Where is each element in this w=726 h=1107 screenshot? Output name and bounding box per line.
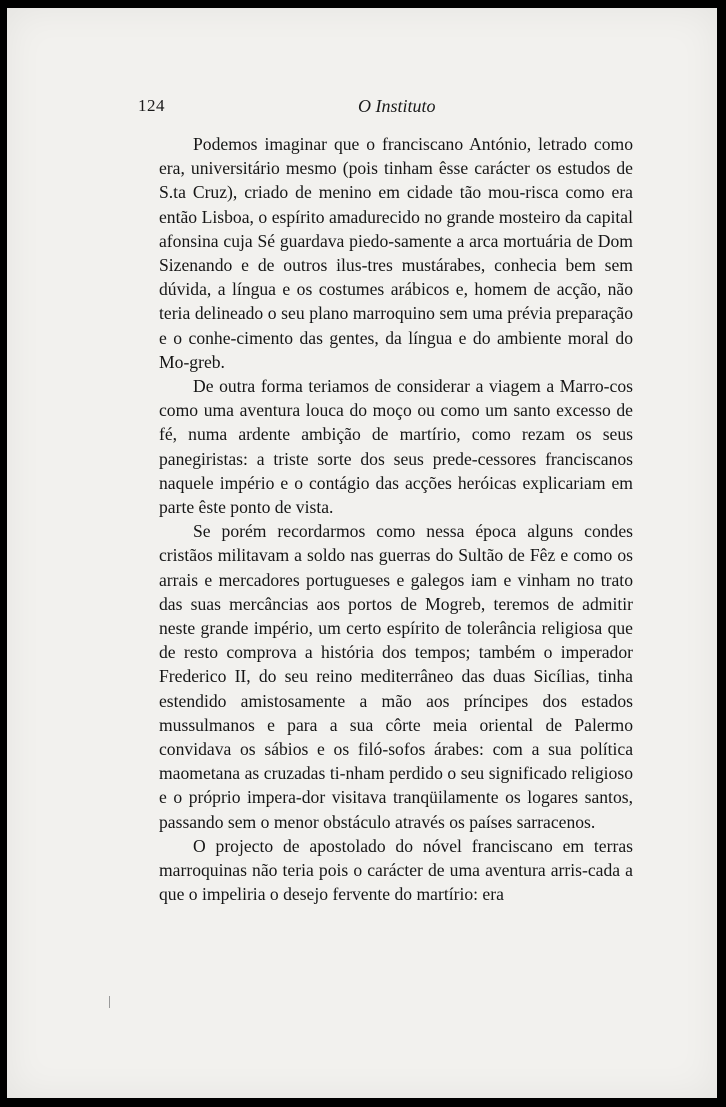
body-text <box>159 132 633 907</box>
book-page <box>7 8 717 1098</box>
paragraph-2: De outra forma teriamos de considerar a viagem a Marro-cos como uma aventura louca do moço ou como um santo excesso de fé, numa ardente ambição de martírio, como rezam os seus panegiristas: a triste sorte dos seus prede-cessores franciscanos naquele império e o contágio das acções heróicas explicariam em parte êste ponto de vista. <box>159 376 633 518</box>
paragraph-3: Se porém recordarmos como nessa época alguns condes cristãos militavam a soldo nas guerras do Sultão de Fêz e como os arrais e mercadores portugueses e galegos iam e vinham no trato das suas mercâncias aos portos de Mogreb, teremos de admitir neste grande império, um certo espírito de tolerância religiosa que de resto comprova a história dos tempos; também o imperador Frederico II, do seu reino mediterrâneo das duas Sicílias, tinha estendido amistosamente a mão aos príncipes dos estados mussulmanos e para a sua côrte meia oriental de Palermo convidava os sábios e os filó-sofos árabes: com a sua política maometana as cruzadas ti-nham perdido o seu significado religioso e o próprio impera-dor visitava tranqüilamente os logares santos, passando sem o menor obstáculo através os países sarracenos. <box>159 521 633 832</box>
paragraph-4: O projecto de apostolado do nóvel franciscano em terras marroquinas não teria pois o carácter de uma aventura arris-cada a que o impeliria o desejo fervente do martírio: era <box>159 835 633 905</box>
page-header <box>7 96 717 120</box>
page-number: 124 <box>138 96 165 115</box>
running-title: O Instituto <box>358 96 436 116</box>
margin-mark <box>109 996 110 1008</box>
paragraph-1: Podemos imaginar que o franciscano António, letrado como era, universitário mesmo (pois tinham êsse carácter os estudos de S.ta Cruz), criado de menino em cidade tão mou-risca como era então Lisboa, o espírito amadurecido no grande mosteiro da capital afonsina cuja Sé guardava piedo-samente a arca mortuária de Dom Sizenando e de outros ilus-tres mustárabes, conhecia bem sem dúvida, a língua e os costumes arábicos e, homem de acção, não teria delineado o seu plano marroquino sem uma prévia preparação e o conhe-cimento das gentes, da língua e do ambiente moral do Mo-greb. <box>159 134 633 372</box>
